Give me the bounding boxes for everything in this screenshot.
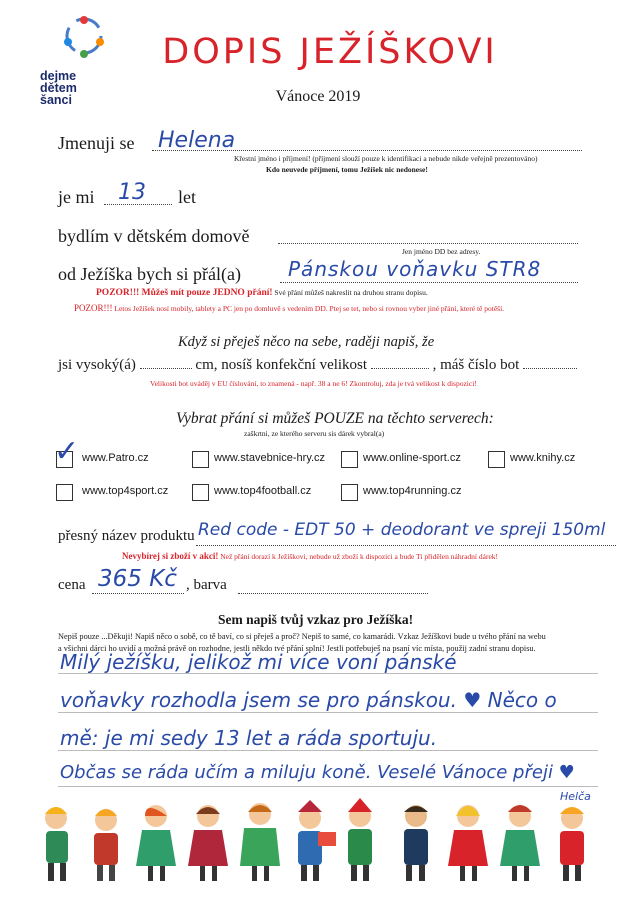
logo-people-icon <box>58 14 110 66</box>
price-line <box>92 593 184 594</box>
servers-note: zaškrtni, ze kterého serveru sis dárek vybral(a) <box>244 429 385 438</box>
server-knihy: www.knihy.cz <box>510 452 576 464</box>
wish-warning-1-red: POZOR!!! Můžeš mít pouze JEDNO přání! <box>96 288 273 298</box>
message-rule-4 <box>58 786 598 787</box>
price-label: cena <box>58 577 86 593</box>
child-8-icon <box>404 805 428 881</box>
color-line <box>238 593 428 594</box>
wish-warning-1 <box>96 288 428 298</box>
name-label: Jmenuji se <box>58 133 135 153</box>
checkbox-stavebnice[interactable] <box>192 451 209 468</box>
message-instruction-2: a všichni dárci ho uvidí a možná právě on rozhodne, jestli někdo tvé přání splní! Jestli potřebuješ na psaní víc místa, použij zadní stranu dopisu. <box>58 644 536 653</box>
height-label: jsi vysoký(á) <box>58 357 136 373</box>
checkmark-icon: ✓ <box>54 434 80 469</box>
child-7-icon <box>348 798 372 881</box>
age-label: je mi <box>58 187 95 207</box>
clothes-row <box>58 357 577 374</box>
child-5-icon <box>240 803 280 881</box>
checkbox-online-sport[interactable] <box>341 451 358 468</box>
home-line <box>278 243 578 244</box>
wish-warning-2 <box>74 303 504 313</box>
clothes-heading: Když si přeješ něco na sebe, raději napiš, že <box>178 334 435 350</box>
product-warning-red: Nevybírej si zboží v akci! <box>122 551 219 561</box>
message-line-4[interactable]: Občas se ráda učím a miluju koně. Veselé Vánoce přeji ♥ <box>60 762 575 783</box>
logo-line3: šanci <box>40 93 72 107</box>
size-label: cm, nosíš konfekční velikost <box>195 357 368 373</box>
size-field[interactable] <box>371 368 429 369</box>
checkbox-top4sport[interactable] <box>56 484 73 501</box>
child-3-icon <box>136 805 176 881</box>
message-heading: Sem napiš tvůj vzkaz pro Ježíška! <box>218 612 414 627</box>
logo-line1: dejme <box>40 69 77 83</box>
home-label: bydlím v dětském domově <box>58 226 250 246</box>
message-line-1[interactable]: Milý ježíšku, jelikož mi více voní pánské <box>60 650 457 674</box>
children-illustration <box>38 796 608 886</box>
price-value[interactable]: 365 Kč <box>98 566 177 592</box>
child-1-icon <box>45 807 68 881</box>
color-label: , barva <box>186 577 227 593</box>
wish-warning-1-rest: Své přání můžeš nakreslit na druhou stranu dopisu. <box>274 288 428 297</box>
server-stavebnice: www.stavebnice-hry.cz <box>214 452 326 464</box>
wish-value[interactable]: Pánskou voňavku STR8 <box>288 257 542 281</box>
logo <box>40 14 130 107</box>
child-4-icon <box>188 805 228 881</box>
wish-line <box>280 282 578 283</box>
product-label: přesný název produktu <box>58 528 195 544</box>
name-warning: Kdo neuvede příjmení, tomu Ježíšek nic nedonese! <box>266 165 428 174</box>
name-note: Křestní jméno i příjmení! (příjmení slouží pouze k identifikaci a nebude nikde veřejně prezentováno) <box>234 154 538 163</box>
wish-label: od Ježíška bych si přál(a) <box>58 264 241 284</box>
message-rule-3 <box>58 750 598 751</box>
server-online-sport: www.online-sport.cz <box>363 452 461 464</box>
child-6-icon <box>298 800 336 881</box>
page-subtitle: Vánoce 2019 <box>275 88 361 105</box>
product-warning <box>122 551 498 561</box>
child-11-icon <box>560 807 584 881</box>
checkbox-knihy[interactable] <box>488 451 505 468</box>
product-line <box>196 545 616 546</box>
message-line-2[interactable]: voňavky rozhodla jsem se pro pánskou. ♥ Něco o <box>60 688 557 712</box>
checkbox-top4football[interactable] <box>192 484 209 501</box>
server-patro: www.Patro.cz <box>82 452 149 464</box>
page-title: DOPIS JEŽÍŠKOVI <box>162 32 498 72</box>
server-top4sport: www.top4sport.cz <box>82 485 169 497</box>
child-10-icon <box>500 805 540 881</box>
child-2-icon <box>94 809 118 881</box>
shoe-field[interactable] <box>523 368 577 369</box>
message-rule-2 <box>58 712 598 713</box>
height-field[interactable] <box>140 368 192 369</box>
shoe-label: , máš číslo bot <box>432 357 520 373</box>
message-line-3[interactable]: mě: je mi sedy 13 let a ráda sportuju. <box>60 726 438 750</box>
signature: Helča <box>560 790 591 803</box>
name-value[interactable]: Helena <box>158 128 236 153</box>
servers-heading: Vybrat přání si můžeš POUZE na těchto serverech: <box>176 410 494 427</box>
product-value[interactable]: Red code - EDT 50 + deodorant ve spreji 150ml <box>198 520 606 540</box>
home-note: Jen jméno DD bez adresy. <box>402 247 481 256</box>
wish-warning-2-red: POZOR!!! <box>74 303 113 313</box>
server-top4running: www.top4running.cz <box>363 485 462 497</box>
child-9-icon <box>448 805 488 881</box>
server-top4football: www.top4football.cz <box>214 485 312 497</box>
clothes-note: Velikosti bot uváděj v EU číslování, to znamená - např. 38 a ne 6! Zkontroluj, zda je tvá velikost k dispozici! <box>150 379 477 388</box>
checkbox-top4running[interactable] <box>341 484 358 501</box>
wish-warning-2-rest: Letos Ježíšek nosí mobily, tablety a PC jen po domluvě s vedením DD. Ptej se tet, nebo si rovnou vyber jiné přání, které tě potěší. <box>114 304 505 313</box>
product-warning-rest: Než přání dorazí k Ježíškovi, nebude už zboží k dispozici a bude Ti přidělen náhradní dárek! <box>220 552 499 561</box>
message-instruction-1: Nepiš pouze ...Děkuji! Napiš něco o sobě, co tě baví, co si přeješ a proč? Nepiš to samé, co kamarádi. Vzkaz Ježíškovi bude u tvého přání na webu <box>58 632 546 641</box>
logo-line2: dětem <box>40 81 77 95</box>
age-value[interactable]: 13 <box>118 180 146 205</box>
age-suffix: let <box>178 187 196 207</box>
